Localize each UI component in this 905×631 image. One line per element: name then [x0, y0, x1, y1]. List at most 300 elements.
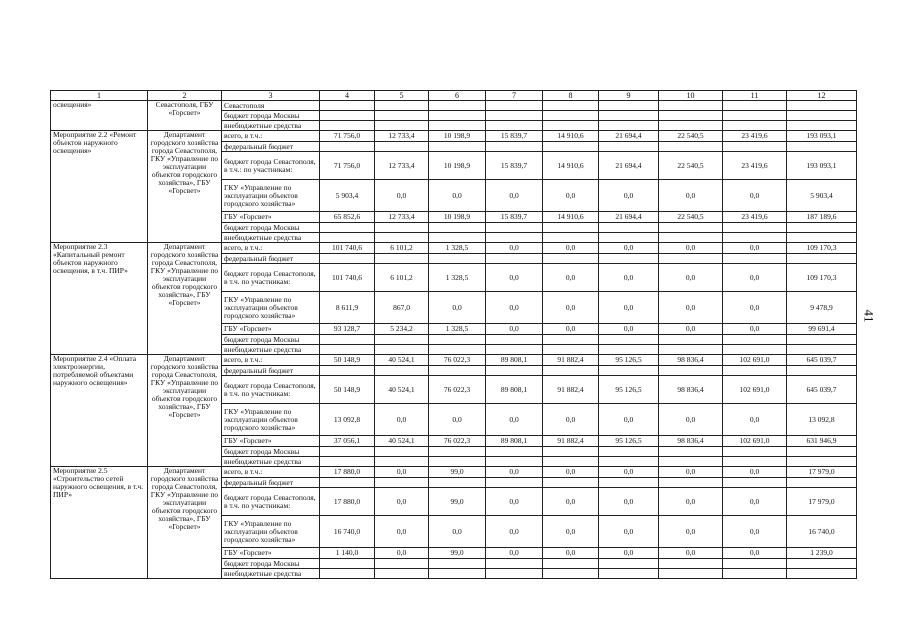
value-cell	[320, 447, 375, 457]
value-cell: 0,0	[723, 488, 787, 516]
value-cell: 98 836,4	[659, 376, 723, 404]
column-header: 7	[486, 91, 543, 101]
value-cell: 71 756,0	[320, 152, 375, 180]
value-cell	[375, 254, 429, 264]
value-cell	[599, 457, 659, 467]
executor-cell: Департамент городского хозяйства города Севастополя, ГКУ «Управление по эксплуатации объектов городского хозяйства», ГБУ «Горсвет»	[148, 131, 222, 243]
value-cell	[659, 335, 723, 345]
value-cell: 14 910,6	[543, 152, 599, 180]
value-cell: 12 733,4	[375, 152, 429, 180]
value-cell	[787, 478, 857, 488]
value-cell: 0,0	[375, 548, 429, 559]
value-cell	[375, 223, 429, 233]
value-cell: 1 328,5	[429, 243, 486, 254]
value-cell: 0,0	[486, 404, 543, 436]
event-cell: Мероприятие 2.5 «Строительство сетей наружного освещения, в т.ч. ПИР»	[51, 467, 148, 579]
value-cell: 95 126,5	[599, 355, 659, 366]
value-cell	[543, 447, 599, 457]
value-cell: 0,0	[486, 243, 543, 254]
value-cell: 109 170,3	[787, 264, 857, 292]
value-cell: 0,0	[543, 180, 599, 212]
value-cell	[599, 447, 659, 457]
source-cell: ГКУ «Управление по эксплуатации объектов городского хозяйства»	[222, 516, 320, 548]
table-row	[51, 131, 857, 142]
source-cell: Севастополя	[222, 101, 320, 111]
value-cell	[429, 254, 486, 264]
value-cell: 15 839,7	[486, 131, 543, 142]
source-cell: бюджет города Москвы	[222, 111, 320, 121]
value-cell: 0,0	[599, 488, 659, 516]
value-cell: 14 910,6	[543, 131, 599, 142]
value-cell	[599, 559, 659, 569]
value-cell: 50 148,9	[320, 376, 375, 404]
value-cell: 0,0	[429, 516, 486, 548]
source-cell: федеральный бюджет	[222, 254, 320, 264]
table-row	[51, 101, 857, 111]
value-cell: 0,0	[599, 180, 659, 212]
value-cell	[599, 233, 659, 243]
source-cell: ГБУ «Горсвет»	[222, 212, 320, 223]
value-cell	[599, 478, 659, 488]
value-cell: 12 733,4	[375, 212, 429, 223]
value-cell	[723, 335, 787, 345]
value-cell: 0,0	[486, 180, 543, 212]
value-cell	[787, 233, 857, 243]
value-cell: 23 419,6	[723, 152, 787, 180]
value-cell: 40 524,1	[375, 355, 429, 366]
value-cell: 98 836,4	[659, 355, 723, 366]
value-cell	[599, 335, 659, 345]
value-cell	[429, 569, 486, 579]
value-cell	[723, 457, 787, 467]
value-cell	[486, 223, 543, 233]
value-cell	[659, 478, 723, 488]
value-cell	[486, 366, 543, 376]
value-cell: 193 093,1	[787, 152, 857, 180]
value-cell	[543, 223, 599, 233]
table-row	[51, 355, 857, 366]
source-cell: бюджет города Москвы	[222, 559, 320, 569]
value-cell	[429, 223, 486, 233]
value-cell	[787, 345, 857, 355]
value-cell: 6 101,2	[375, 264, 429, 292]
table-row	[51, 243, 857, 254]
source-cell: всего, в т.ч.:	[222, 131, 320, 142]
value-cell: 0,0	[375, 180, 429, 212]
value-cell	[723, 254, 787, 264]
source-cell: ГБУ «Горсвет»	[222, 548, 320, 559]
value-cell: 631 946,9	[787, 436, 857, 447]
value-cell: 0,0	[429, 404, 486, 436]
event-cell: Мероприятие 2.3 «Капитальный ремонт объектов наружного освещения, в т.ч. ПИР»	[51, 243, 148, 355]
value-cell	[486, 457, 543, 467]
value-cell	[486, 254, 543, 264]
column-header: 1	[51, 91, 148, 101]
value-cell: 0,0	[599, 467, 659, 478]
table-row	[51, 467, 857, 478]
value-cell: 0,0	[599, 516, 659, 548]
value-cell: 5 903,4	[787, 180, 857, 212]
value-cell: 22 540,5	[659, 212, 723, 223]
value-cell: 76 022,3	[429, 355, 486, 366]
value-cell: 98 836,4	[659, 436, 723, 447]
column-header: 6	[429, 91, 486, 101]
value-cell: 76 022,3	[429, 376, 486, 404]
source-cell: бюджет города Москвы	[222, 223, 320, 233]
value-cell: 6 101,2	[375, 243, 429, 254]
value-cell: 40 524,1	[375, 436, 429, 447]
column-header: 2	[148, 91, 222, 101]
source-cell: внебюджетные средства	[222, 457, 320, 467]
value-cell	[375, 142, 429, 152]
value-cell	[320, 345, 375, 355]
value-cell	[659, 254, 723, 264]
value-cell: 71 756,0	[320, 131, 375, 142]
value-cell	[543, 142, 599, 152]
source-cell: федеральный бюджет	[222, 478, 320, 488]
value-cell: 187 189,6	[787, 212, 857, 223]
value-cell: 37 056,1	[320, 436, 375, 447]
value-cell: 99,0	[429, 467, 486, 478]
column-header: 3	[222, 91, 320, 101]
value-cell: 0,0	[659, 516, 723, 548]
value-cell: 0,0	[543, 324, 599, 335]
value-cell	[429, 478, 486, 488]
source-cell: бюджет города Севастополя, в т.ч. по участникам:	[222, 488, 320, 516]
value-cell	[320, 254, 375, 264]
value-cell: 17 979,0	[787, 488, 857, 516]
executor-cell: Департамент городского хозяйства города Севастополя, ГКУ «Управление по эксплуатации объектов городского хозяйства», ГБУ «Горсвет»	[148, 355, 222, 467]
value-cell	[543, 478, 599, 488]
event-cell: Мероприятие 2.4 «Оплата электроэнергии, потребляемой объектами наружного освещения»	[51, 355, 148, 467]
value-cell: 89 808,1	[486, 376, 543, 404]
value-cell: 1 328,5	[429, 264, 486, 292]
value-cell	[599, 345, 659, 355]
value-cell: 14 910,6	[543, 212, 599, 223]
value-cell	[659, 447, 723, 457]
value-cell: 0,0	[723, 264, 787, 292]
value-cell: 0,0	[486, 264, 543, 292]
value-cell: 21 694,4	[599, 131, 659, 142]
value-cell	[429, 559, 486, 569]
value-cell: 16 740,0	[320, 516, 375, 548]
source-cell: ГКУ «Управление по эксплуатации объектов городского хозяйства»	[222, 292, 320, 324]
value-cell: 0,0	[486, 324, 543, 335]
source-cell: бюджет города Москвы	[222, 447, 320, 457]
value-cell	[599, 366, 659, 376]
value-cell: 0,0	[486, 488, 543, 516]
value-cell: 1 239,0	[787, 548, 857, 559]
column-header: 4	[320, 91, 375, 101]
value-cell	[543, 366, 599, 376]
value-cell	[486, 233, 543, 243]
value-cell	[543, 457, 599, 467]
value-cell	[486, 142, 543, 152]
value-cell: 867,0	[375, 292, 429, 324]
value-cell	[429, 366, 486, 376]
value-cell: 0,0	[543, 548, 599, 559]
value-cell: 0,0	[659, 264, 723, 292]
executor-cell: Департамент городского хозяйства города Севастополя, ГКУ «Управление по эксплуатации объектов городского хозяйства», ГБУ «Горсвет»	[148, 243, 222, 355]
value-cell: 99,0	[429, 488, 486, 516]
value-cell: 0,0	[486, 548, 543, 559]
value-cell: 12 733,4	[375, 131, 429, 142]
value-cell: 95 126,5	[599, 376, 659, 404]
value-cell	[787, 447, 857, 457]
value-cell: 0,0	[375, 467, 429, 478]
value-cell: 193 093,1	[787, 131, 857, 142]
value-cell: 0,0	[723, 243, 787, 254]
value-cell: 22 540,5	[659, 131, 723, 142]
value-cell	[543, 345, 599, 355]
event-cell: освещения»	[51, 101, 148, 131]
value-cell	[429, 457, 486, 467]
source-cell: всего, в т.ч.:	[222, 243, 320, 254]
value-cell: 91 882,4	[543, 355, 599, 366]
page-number: 41	[861, 309, 877, 323]
value-cell: 0,0	[375, 516, 429, 548]
value-cell	[723, 366, 787, 376]
column-number-row	[51, 91, 857, 101]
source-cell: всего, в т.ч.:	[222, 355, 320, 366]
column-header: 5	[375, 91, 429, 101]
value-cell	[723, 569, 787, 579]
value-cell: 0,0	[659, 180, 723, 212]
value-cell	[375, 366, 429, 376]
value-cell: 101 740,6	[320, 264, 375, 292]
source-cell: бюджет города Москвы	[222, 335, 320, 345]
value-cell: 0,0	[659, 488, 723, 516]
value-cell: 17 979,0	[787, 467, 857, 478]
value-cell: 0,0	[723, 292, 787, 324]
value-cell	[659, 569, 723, 579]
value-cell: 10 198,9	[429, 212, 486, 223]
value-cell: 0,0	[543, 264, 599, 292]
table-body	[51, 101, 857, 579]
value-cell	[659, 366, 723, 376]
value-cell	[375, 345, 429, 355]
value-cell	[543, 254, 599, 264]
value-cell: 0,0	[375, 488, 429, 516]
source-cell: внебюджетные средства	[222, 233, 320, 243]
source-cell: бюджет города Севастополя, в т.ч. по участникам:	[222, 264, 320, 292]
value-cell: 50 148,9	[320, 355, 375, 366]
value-cell: 10 198,9	[429, 152, 486, 180]
source-cell: внебюджетные средства	[222, 569, 320, 579]
value-cell	[723, 345, 787, 355]
column-header: 8	[543, 91, 599, 101]
value-cell	[375, 569, 429, 579]
value-cell: 89 808,1	[486, 355, 543, 366]
value-cell: 8 611,9	[320, 292, 375, 324]
value-cell	[723, 478, 787, 488]
budget-table-sheet	[50, 90, 856, 579]
value-cell	[375, 447, 429, 457]
source-cell: ГБУ «Горсвет»	[222, 324, 320, 335]
value-cell	[787, 559, 857, 569]
value-cell	[320, 457, 375, 467]
value-cell	[320, 559, 375, 569]
value-cell: 0,0	[659, 243, 723, 254]
value-cell: 91 882,4	[543, 376, 599, 404]
value-cell	[429, 345, 486, 355]
budget-table	[50, 90, 857, 579]
value-cell	[320, 233, 375, 243]
value-cell: 65 852,6	[320, 212, 375, 223]
value-cell: 0,0	[723, 404, 787, 436]
value-cell: 95 126,5	[599, 436, 659, 447]
value-cell: 102 691,0	[723, 436, 787, 447]
value-cell	[599, 223, 659, 233]
value-cell	[375, 233, 429, 243]
value-cell	[543, 233, 599, 243]
event-cell: Мероприятие 2.2 «Ремонт объектов наружного освещения»	[51, 131, 148, 243]
column-header: 11	[723, 91, 787, 101]
column-header: 9	[599, 91, 659, 101]
value-cell: 15 839,7	[486, 212, 543, 223]
value-cell	[723, 559, 787, 569]
value-cell	[320, 366, 375, 376]
value-cell	[659, 345, 723, 355]
value-cell	[320, 223, 375, 233]
value-cell: 0,0	[543, 516, 599, 548]
value-cell	[486, 559, 543, 569]
value-cell	[429, 335, 486, 345]
value-cell: 13 092,8	[787, 404, 857, 436]
value-cell: 0,0	[723, 180, 787, 212]
value-cell	[787, 569, 857, 579]
value-cell	[723, 223, 787, 233]
value-cell	[723, 142, 787, 152]
value-cell: 0,0	[486, 467, 543, 478]
value-cell	[787, 254, 857, 264]
value-cell: 99 691,4	[787, 324, 857, 335]
value-cell	[723, 233, 787, 243]
value-cell: 645 039,7	[787, 355, 857, 366]
value-cell	[659, 223, 723, 233]
source-cell: ГБУ «Горсвет»	[222, 436, 320, 447]
value-cell: 1 140,0	[320, 548, 375, 559]
value-cell	[429, 142, 486, 152]
value-cell: 0,0	[659, 548, 723, 559]
value-cell: 0,0	[543, 292, 599, 324]
source-cell: внебюджетные средства	[222, 121, 320, 131]
value-cell: 23 419,6	[723, 212, 787, 223]
source-cell: внебюджетные средства	[222, 345, 320, 355]
value-cell: 5 234,2	[375, 324, 429, 335]
value-cell: 13 092,8	[320, 404, 375, 436]
source-cell: федеральный бюджет	[222, 366, 320, 376]
column-header: 12	[787, 91, 857, 101]
source-cell: бюджет города Севастополя, в т.ч.: по участникам:	[222, 152, 320, 180]
value-cell: 0,0	[659, 467, 723, 478]
value-cell	[543, 569, 599, 579]
value-cell: 76 022,3	[429, 436, 486, 447]
value-cell: 109 170,3	[787, 243, 857, 254]
value-cell: 17 880,0	[320, 467, 375, 478]
value-cell: 0,0	[599, 324, 659, 335]
value-cell: 0,0	[599, 264, 659, 292]
value-cell: 10 198,9	[429, 131, 486, 142]
value-cell	[659, 559, 723, 569]
source-cell: федеральный бюджет	[222, 142, 320, 152]
value-cell: 0,0	[543, 243, 599, 254]
value-cell: 23 419,6	[723, 131, 787, 142]
value-cell: 0,0	[486, 292, 543, 324]
value-cell	[723, 447, 787, 457]
source-cell: бюджет города Севастополя, в т.ч. по участникам:	[222, 376, 320, 404]
value-cell	[599, 142, 659, 152]
value-cell	[486, 569, 543, 579]
source-cell: ГКУ «Управление по эксплуатации объектов городского хозяйства»	[222, 404, 320, 436]
value-cell: 0,0	[659, 292, 723, 324]
value-cell: 0,0	[723, 548, 787, 559]
value-cell	[659, 142, 723, 152]
value-cell	[375, 457, 429, 467]
value-cell	[599, 569, 659, 579]
value-cell: 0,0	[659, 404, 723, 436]
value-cell: 93 128,7	[320, 324, 375, 335]
value-cell: 0,0	[375, 404, 429, 436]
value-cell: 101 740,6	[320, 243, 375, 254]
source-cell: всего, в т.ч.:	[222, 467, 320, 478]
value-cell	[787, 223, 857, 233]
value-cell: 0,0	[599, 243, 659, 254]
source-cell: ГКУ «Управление по эксплуатации объектов городского хозяйства»	[222, 180, 320, 212]
value-cell: 0,0	[429, 180, 486, 212]
value-cell: 15 839,7	[486, 152, 543, 180]
value-cell	[486, 335, 543, 345]
value-cell	[375, 335, 429, 345]
value-cell: 0,0	[723, 467, 787, 478]
value-cell: 102 691,0	[723, 376, 787, 404]
value-cell	[659, 457, 723, 467]
value-cell: 21 694,4	[599, 152, 659, 180]
value-cell	[787, 457, 857, 467]
executor-cell: Севастополя, ГБУ «Горсвет»	[148, 101, 222, 131]
value-cell	[486, 345, 543, 355]
value-cell: 22 540,5	[659, 152, 723, 180]
value-cell	[659, 233, 723, 243]
column-header: 10	[659, 91, 723, 101]
value-cell: 9 478,9	[787, 292, 857, 324]
value-cell: 21 694,4	[599, 212, 659, 223]
value-cell: 16 740,0	[787, 516, 857, 548]
value-cell: 0,0	[543, 467, 599, 478]
value-cell	[375, 559, 429, 569]
value-cell: 1 328,5	[429, 324, 486, 335]
executor-cell: Департамент городского хозяйства города Севастополя, ГКУ «Управление по эксплуатации объектов городского хозяйства», ГБУ «Горсвет»	[148, 467, 222, 579]
value-cell	[486, 447, 543, 457]
value-cell	[429, 233, 486, 243]
value-cell	[599, 254, 659, 264]
value-cell: 0,0	[599, 548, 659, 559]
value-cell	[375, 478, 429, 488]
value-cell: 89 808,1	[486, 436, 543, 447]
value-cell	[320, 142, 375, 152]
value-cell	[787, 335, 857, 345]
value-cell	[429, 447, 486, 457]
value-cell	[543, 335, 599, 345]
value-cell: 0,0	[486, 516, 543, 548]
value-cell	[787, 142, 857, 152]
value-cell	[787, 366, 857, 376]
value-cell	[320, 478, 375, 488]
value-cell: 0,0	[543, 404, 599, 436]
value-cell: 0,0	[723, 324, 787, 335]
value-cell	[543, 559, 599, 569]
value-cell: 0,0	[429, 292, 486, 324]
